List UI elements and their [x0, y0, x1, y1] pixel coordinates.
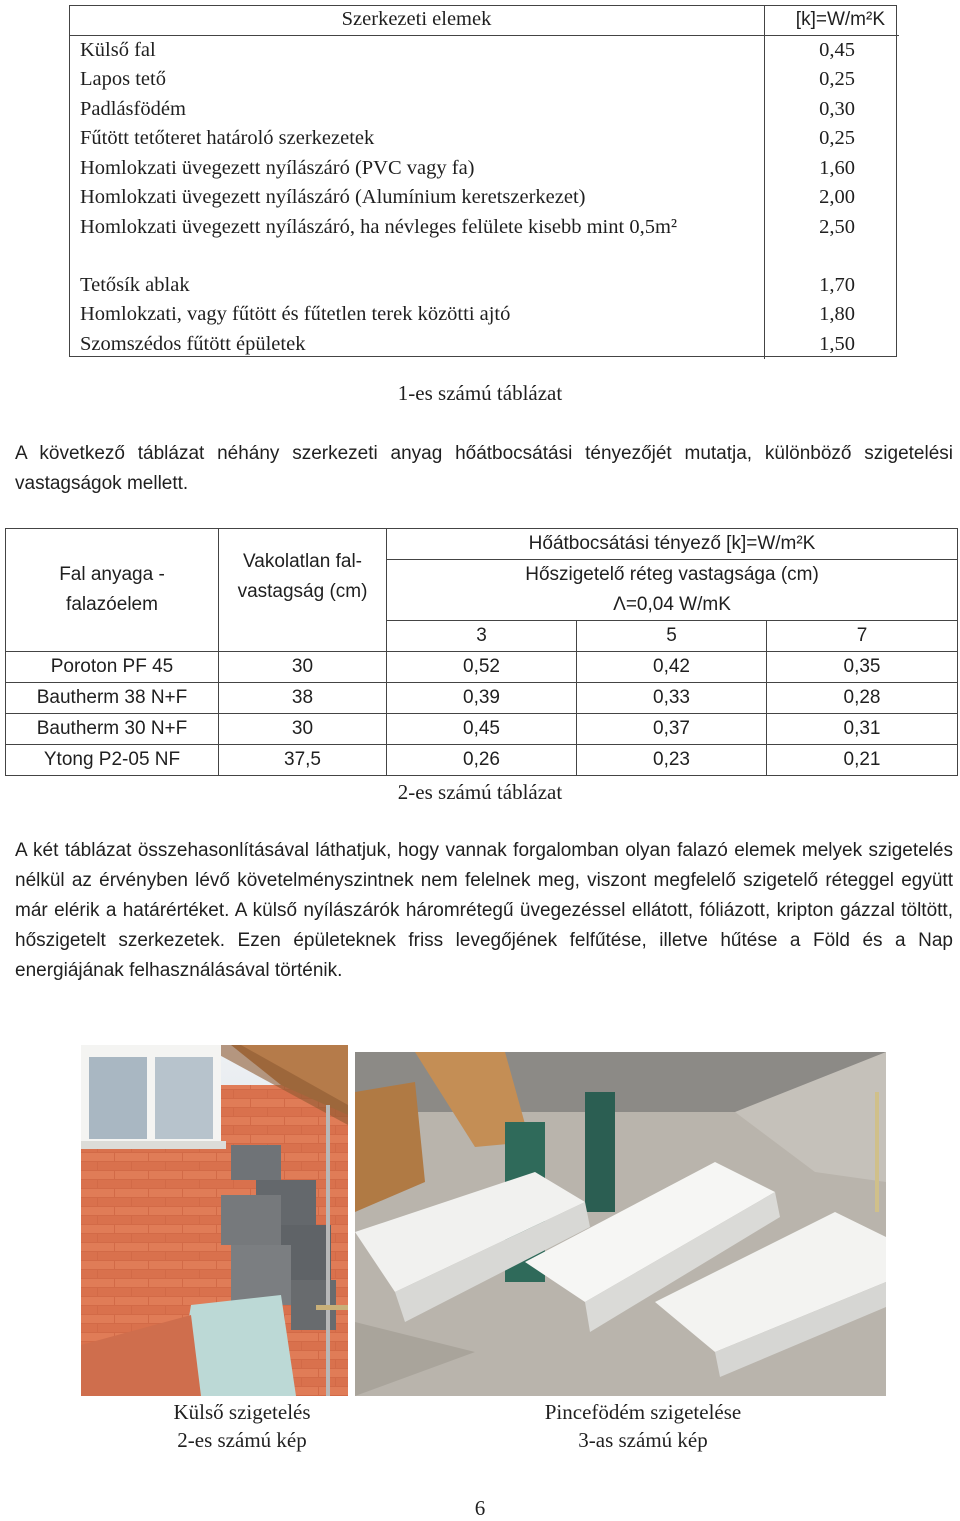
page-number: 6: [474, 1496, 486, 1520]
table1-cell-value: 1,50: [765, 330, 900, 360]
table1-header-label: Szerkezeti elemek: [69, 5, 765, 35]
table1-cell-label: Homlokzati üvegezett nyílászáró (PVC vagy fa): [80, 156, 475, 179]
table2-header-material: Fal anyaga - falazóelem: [6, 529, 219, 652]
table-row: [6, 745, 958, 776]
table1-cell-value: 2,00: [765, 183, 900, 213]
table1-cell-label: Külső fal: [80, 38, 156, 61]
table2-cell-v3: 0,26: [387, 745, 577, 776]
photo-exterior-insulation-illustration: [81, 1045, 348, 1396]
table2-cell-material: Bautherm 38 N+F: [6, 683, 219, 714]
photo-exterior-insulation: [81, 1045, 348, 1396]
table2-cell-v3: 0,39: [387, 683, 577, 714]
table2-cell-v5: 0,23: [577, 745, 767, 776]
photo1-caption: [81, 1398, 403, 1454]
table2-cell-material: Poroton PF 45: [6, 652, 219, 683]
table2-subheader-2: Λ=0,04 W/mK: [387, 590, 958, 621]
table2-caption: 2-es számú táblázat: [397, 780, 563, 804]
table1-cell-label: Lapos tető: [80, 68, 166, 90]
table1-cell-label: Tetősík ablak: [80, 273, 190, 296]
table2-header-row: [6, 529, 958, 560]
table1-cell-value: 0,25: [765, 65, 900, 95]
table1-cell-label: Fűtött tetőteret határoló szerkezetek: [80, 127, 375, 149]
table2-cell-wall: 37,5: [219, 745, 387, 776]
table2-cell-material: Ytong P2-05 NF: [6, 745, 219, 776]
table1-cell-label: Homlokzati üvegezett nyílászáró, ha névleges felülete kisebb mint 0,5m²: [80, 215, 678, 238]
paragraph-comparison: A két táblázat összehasonlításával láthatjuk, hogy vannak forgalomban olyan falazó elemek melyek szigetelés nélkül az érvényben lévő követelményszintnek nem felelnek meg, viszont megfelelő szigetelő réteggel együtt már elérik a határértéket. A külső nyílászárók háromrétegű üvegezéssel ellátott, fóliázott, kripton gázzal töltött, hőszigetelt szerkezetek. Ezen épületeknek friss levegőjének felfűtése, illetve hűtése a Föld és a Nap energiájának felhasználásával történik.: [15, 840, 953, 981]
table1-cell-value: 1,70: [765, 271, 900, 301]
table-row: [69, 300, 899, 330]
table2-cell-v7: 0,21: [767, 745, 958, 776]
table2-thickness-5: 5: [577, 621, 767, 652]
table-row: [69, 95, 899, 125]
table2-cell-v7: 0,31: [767, 714, 958, 745]
table1-caption: 1-es számú táblázat: [397, 381, 563, 405]
table1-cell-label: Szomszédos fűtött épületek: [80, 332, 306, 355]
table2-cell-v5: 0,37: [577, 714, 767, 745]
table2-thickness-7: 7: [767, 621, 958, 652]
table1-cell-label: Homlokzati, vagy fűtött és fűtetlen terek közötti ajtó: [80, 303, 511, 325]
table1-cell-label: Homlokzati üvegezett nyílászáró (Alumínium keretszerkezet): [80, 186, 586, 208]
table2-thickness-3: 3: [387, 621, 577, 652]
paragraph-intro: A következő táblázat néhány szerkezeti anyag hőátbocsátási tényezőjét mutatja, különböző szigetelési vastagságok mellett.: [15, 443, 953, 494]
photo-basement-ceiling-illustration: [355, 1052, 886, 1396]
table2-cell-v3: 0,52: [387, 652, 577, 683]
table-row: [69, 65, 899, 95]
table-row: [69, 271, 899, 301]
table1-cell-value: 0,30: [765, 95, 900, 125]
table2-cell-v7: 0,28: [767, 683, 958, 714]
table1-cell-value: 0,25: [765, 124, 900, 154]
table1-cell-value: 0,45: [765, 35, 900, 65]
table-row: [6, 652, 958, 683]
table1-header-row: [69, 5, 899, 35]
table2-subheader-1: Hőszigetelő réteg vastagsága (cm): [387, 560, 958, 591]
table-row: [69, 330, 899, 360]
table2-cell-wall: 38: [219, 683, 387, 714]
photo-basement-ceiling: [355, 1052, 886, 1396]
table2-cell-wall: 30: [219, 714, 387, 745]
table1-header-unit: [k]=W/m²K: [765, 5, 900, 35]
table-row: [6, 683, 958, 714]
photo1-caption-number: 2-es számú kép: [177, 1428, 307, 1452]
table1-cell-label: Padlásfödém: [80, 97, 186, 120]
table2-cell-v3: 0,45: [387, 714, 577, 745]
table2-header-group: Hőátbocsátási tényező [k]=W/m²K: [387, 529, 958, 560]
table2-cell-v5: 0,33: [577, 683, 767, 714]
photo2-caption-title: Pincefödém szigetelése: [544, 1400, 742, 1424]
table1-cell-value: 1,80: [765, 300, 900, 330]
table-wall-materials: [5, 528, 958, 776]
table-row: [6, 714, 958, 745]
table-structural-elements: [69, 5, 899, 359]
table2-cell-material: Bautherm 30 N+F: [6, 714, 219, 745]
table2-cell-v7: 0,35: [767, 652, 958, 683]
table2-cell-v5: 0,42: [577, 652, 767, 683]
photo1-caption-title: Külső szigetelés: [173, 1400, 311, 1424]
table-row: [69, 183, 899, 213]
table-row: [69, 213, 899, 271]
table-row: [69, 154, 899, 184]
table1-cell-value: 2,50: [765, 213, 900, 271]
table-row: [69, 35, 899, 65]
table2-cell-wall: 30: [219, 652, 387, 683]
photo2-caption: [493, 1398, 793, 1454]
table1-cell-value: 1,60: [765, 154, 900, 184]
table2-header-wall-thickness: Vakolatlan fal-vastagság (cm): [219, 529, 387, 652]
table-row: [69, 124, 899, 154]
photo2-caption-number: 3-as számú kép: [578, 1428, 708, 1452]
